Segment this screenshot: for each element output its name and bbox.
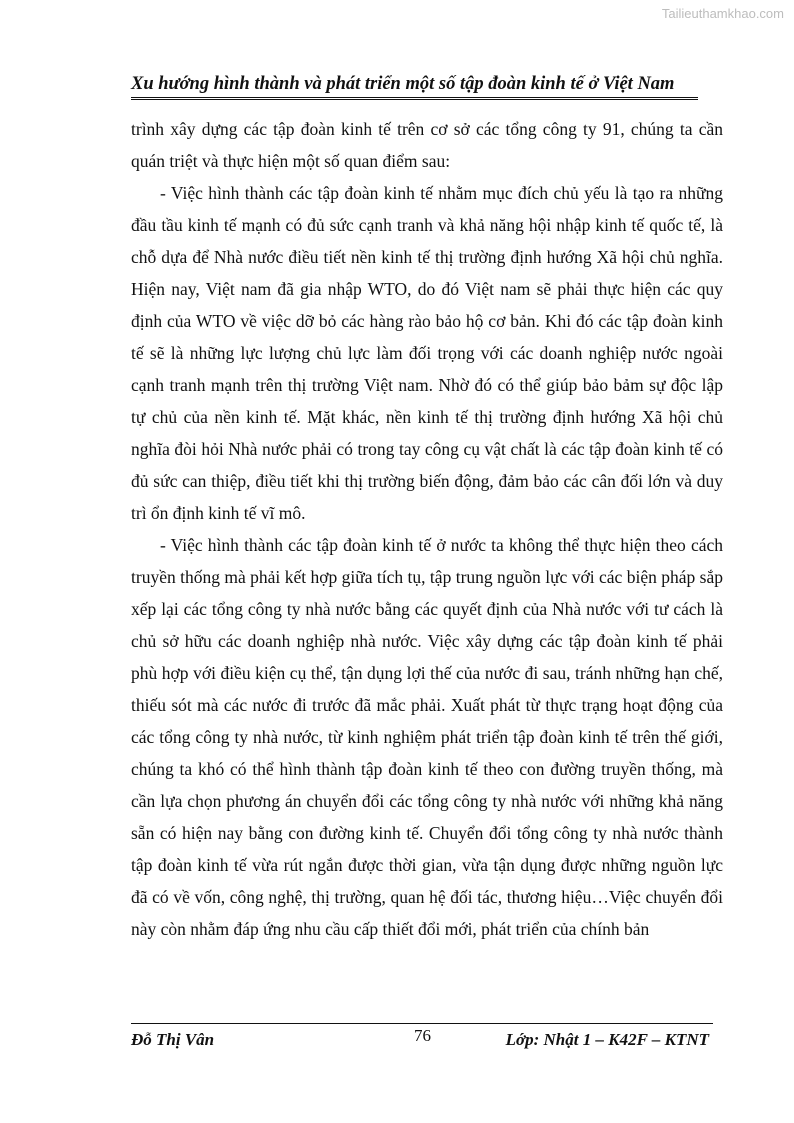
page-number: 76 <box>414 1026 431 1045</box>
paragraph-continued: trình xây dựng các tập đoàn kinh tế trên cơ sở các tổng công ty 91, chúng ta cần quán triệt và thực hiện một số quan điểm sau: <box>131 119 723 171</box>
page-footer <box>131 1023 713 1054</box>
paragraph-point-1: - Việc hình thành các tập đoàn kinh tế nhằm mục đích chủ yếu là tạo ra những đầu tầu kinh tế mạnh có đủ sức cạnh tranh và khả năng hội nhập kinh tế quốc tế, là chỗ dựa để Nhà nước điều tiết nền kinh tế thị trường định hướng Xã hội chủ nghĩa. Hiện nay, Việt nam đã gia nhập WTO, do đó Việt nam sẽ phải thực hiện các quy định của WTO về việc dỡ bỏ các hàng rào bảo hộ cơ bản. Khi đó các tập đoàn kinh tế sẽ là những lực lượng chủ lực làm đối trọng với các doanh nghiệp nước ngoài cạnh tranh mạnh trên thị trường Việt nam. Nhờ đó có thể giúp bảo bảm sự độc lập tự chủ của nền kinh tế. Mặt khác, nền kinh tế thị trường định hướng Xã hội chủ nghĩa đòi hỏi Nhà nước phải có trong tay công cụ vật chất là các tập đoàn kinh tế có đủ sức can thiệp, điều tiết khi thị trường biến động, đảm bảo các cân đối lớn và duy trì ổn định kinh tế vĩ mô. <box>131 183 723 523</box>
watermark-text: Tailieuthamkhao.com <box>661 6 784 21</box>
running-header: Xu hướng hình thành và phát triển một số tập đoàn kinh tế ở Việt Nam <box>131 73 698 100</box>
footer-class-info: Lớp: Nhật 1 – K42F – KTNT <box>505 1030 709 1049</box>
paragraph-point-2: - Việc hình thành các tập đoàn kinh tế ở nước ta không thể thực hiện theo cách truyền thống mà phải kết hợp giữa tích tụ, tập trung nguồn lực với các biện pháp sắp xếp lại các tổng công ty nhà nước bằng các quyết định của Nhà nước với tư cách là chủ sở hữu các doanh nghiệp nhà nước. Việc xây dựng các tập đoàn kinh tế phải phù hợp với điều kiện cụ thể, tận dụng lợi thế của nước đi sau, tránh những hạn chế, thiếu sót mà các nước đi trước đã mắc phải. Xuất phát từ thực trạng hoạt động của các tổng công ty nhà nước, từ kinh nghiệm phát triển tập đoàn kinh tế trên thế giới, chúng ta khó có thể hình thành tập đoàn kinh tế theo con đường truyền thống, mà cần lựa chọn phương án chuyển đổi các tổng công ty nhà nước với những khả năng sẵn có hiện nay bằng con đường kinh tế. Chuyển đổi tổng công ty nhà nước thành tập đoàn kinh tế vừa rút ngắn được thời gian, vừa tận dụng được những nguồn lực đã có về vốn, công nghệ, thị trường, quan hệ đối tác, thương hiệu…Việc chuyển đổi này còn nhằm đáp ứng nhu cầu cấp thiết đổi mới, phát triển của chính bản <box>131 535 723 939</box>
footer-author: Đỗ Thị Vân <box>131 1030 215 1049</box>
document-body <box>131 113 723 945</box>
